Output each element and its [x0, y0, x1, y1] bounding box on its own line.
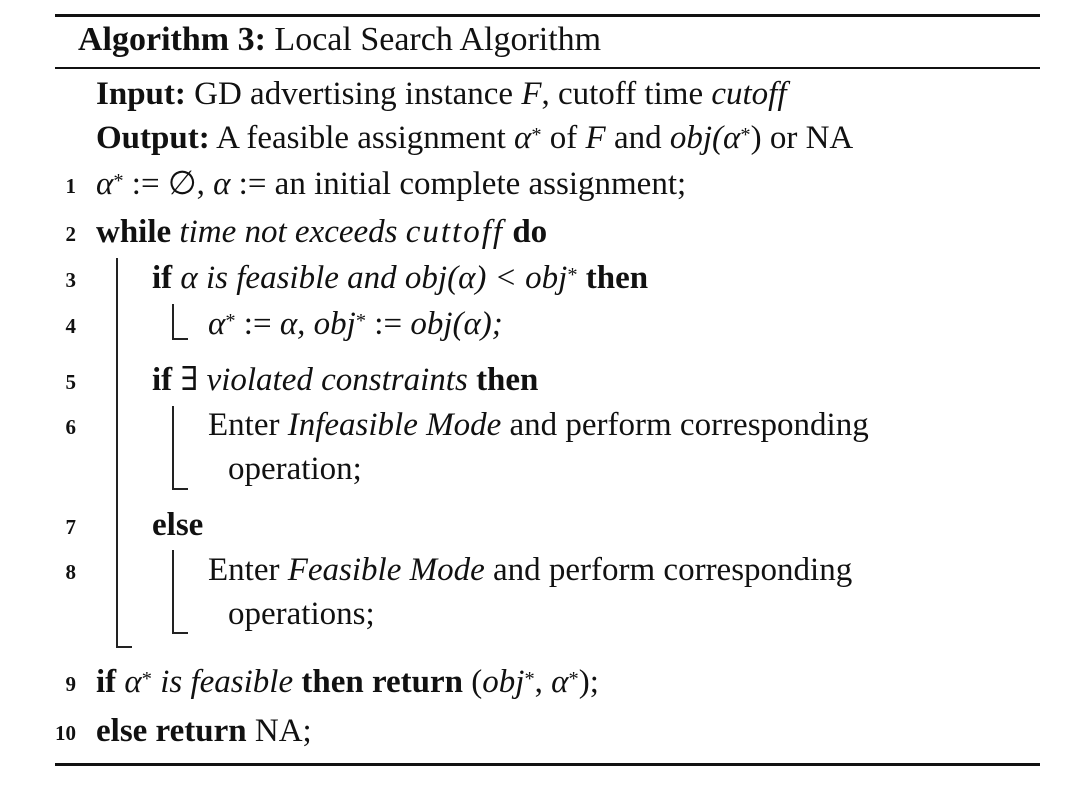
obj-star: obj [525, 260, 568, 296]
if-keyword: if [152, 362, 173, 398]
line-number: 5 [65, 370, 76, 394]
input-text-b: , cutoff time [541, 76, 704, 112]
close-paren: ); [578, 664, 599, 700]
star: * [568, 667, 579, 690]
line-number: 7 [65, 515, 76, 539]
if-violated-block-line [172, 406, 174, 490]
perform-text: and perform corresponding [509, 407, 869, 443]
line-number: 6 [65, 415, 76, 439]
algorithm-label: Algorithm 3: [78, 21, 266, 58]
if-block-end [172, 338, 188, 340]
if-condition: violated constraints [206, 362, 468, 398]
if-violated-block-end [172, 488, 188, 490]
then-return-keyword: then return [301, 664, 464, 700]
line-content [96, 709, 312, 753]
input-var-cutoff: cutoff [711, 76, 787, 112]
output-close: ) [750, 120, 762, 156]
mode-name: Feasible Mode [287, 552, 485, 588]
output-content [96, 116, 853, 160]
operations-text: operations; [228, 596, 375, 632]
output-text-b: of [549, 120, 578, 156]
while-block-end [116, 646, 132, 648]
output-paren: (α [712, 120, 741, 156]
line-content [96, 162, 686, 206]
input-var-f: F [521, 76, 542, 112]
line-content [96, 210, 547, 254]
line-content [96, 660, 599, 704]
if-keyword: if [152, 260, 173, 296]
input-keyword: Input: [96, 76, 186, 112]
exists-symbol: ∃ [180, 362, 199, 398]
else-return-keyword: else return [96, 713, 247, 749]
alpha-star: α [208, 306, 226, 342]
caption-rule [55, 67, 1040, 69]
output-text-c: and [613, 120, 662, 156]
if-block-line [172, 304, 174, 340]
algorithm-caption [78, 18, 601, 62]
enter-text: Enter [208, 552, 280, 588]
output-star: * [531, 123, 542, 146]
if-condition: is feasible and [206, 260, 397, 296]
mode-name: Infeasible Mode [287, 407, 502, 443]
alpha: α [213, 166, 231, 202]
obj-arg: (α) < [447, 260, 517, 296]
alpha: α [180, 260, 198, 296]
operation-text: operation; [228, 451, 362, 487]
obj-star: obj [482, 664, 525, 700]
else-keyword: else [152, 507, 204, 543]
line-content [152, 358, 538, 402]
alpha-star: α [551, 664, 569, 700]
na-text: NA; [254, 713, 312, 749]
perform-text: and perform corresponding [493, 552, 853, 588]
obj: obj [404, 260, 448, 296]
star: * [141, 667, 152, 690]
open-paren: ( [471, 664, 483, 700]
output-alpha: α [514, 120, 532, 156]
while-block-line [116, 258, 118, 648]
alpha-star: α [124, 664, 142, 700]
enter-text: Enter [208, 407, 280, 443]
line-number: 8 [65, 560, 76, 584]
star: * [225, 309, 236, 332]
line-number: 1 [65, 174, 76, 198]
bottom-rule [55, 763, 1040, 766]
assign-op: := [243, 306, 272, 342]
cutoff-var: cuttoff [405, 214, 505, 250]
line-number: 3 [65, 268, 76, 292]
do-keyword: do [512, 214, 548, 250]
output-keyword: Output: [96, 120, 210, 156]
algorithm-title: Local Search Algorithm [274, 21, 602, 58]
if-condition: is feasible [160, 664, 294, 700]
init-text: := an initial complete assignment; [238, 166, 687, 202]
obj-arg: (α); [452, 306, 503, 342]
output-star2: * [740, 123, 751, 146]
while-keyword: while [96, 214, 172, 250]
assign-op: := [374, 306, 403, 342]
line-content [208, 403, 869, 447]
then-keyword: then [585, 260, 649, 296]
line-content [208, 302, 503, 346]
alpha-star: α [96, 166, 114, 202]
while-condition: time not exceeds [179, 214, 398, 250]
line-number: 2 [65, 222, 76, 246]
comma: , [534, 664, 543, 700]
line-number: 10 [55, 721, 76, 745]
output-obj: obj [669, 120, 713, 156]
output-text-a: A feasible assignment [216, 120, 506, 156]
line-content [208, 548, 852, 592]
output-var-f: F [585, 120, 606, 156]
else-block-end [172, 632, 188, 634]
line-number: 9 [65, 672, 76, 696]
line-number: 4 [65, 314, 76, 338]
line-content [152, 256, 648, 300]
input-content [96, 72, 787, 116]
alpha: α, [279, 306, 306, 342]
obj-star: obj [313, 306, 356, 342]
if-keyword: if [96, 664, 117, 700]
star: * [355, 309, 367, 332]
output-text-d: or NA [769, 120, 854, 156]
top-rule [55, 14, 1040, 17]
assign-empty: := ∅, [131, 166, 205, 202]
input-text-a: GD advertising instance [194, 76, 514, 112]
star: * [113, 169, 124, 192]
then-keyword: then [476, 362, 539, 398]
else-block-line [172, 550, 174, 634]
star: * [567, 263, 578, 286]
obj: obj [410, 306, 453, 342]
star: * [524, 667, 535, 690]
